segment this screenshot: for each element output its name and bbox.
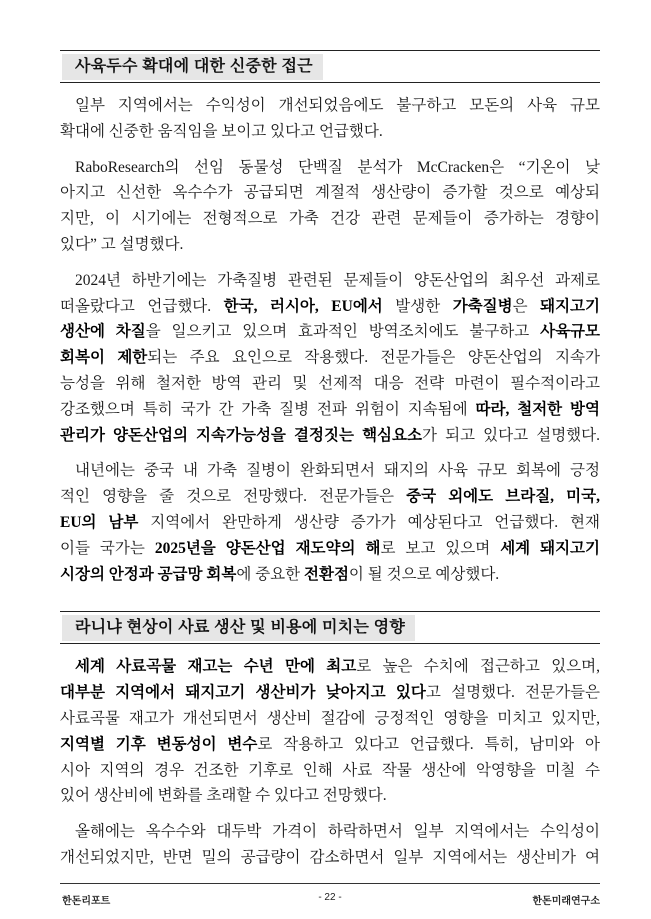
- text-line: [60, 155, 600, 181]
- text-run: 지역에서 완만하게 생산량 증가가 예상된다고 언급했다. 현재: [138, 513, 600, 531]
- emphasized-text: 따라, 철저한 방역: [475, 400, 600, 418]
- text-run: 개선되었지만, 반면 밀의 공급량이 감소하면서 일부 지역에서는 생산비가 여: [60, 848, 600, 866]
- emphasized-text: 전환점: [304, 565, 349, 583]
- section-heading-bar: [60, 611, 600, 644]
- text-line: [60, 319, 600, 345]
- emphasized-text: 중국 외에도 브라질, 미국,: [406, 488, 600, 506]
- text-run: 아지고 신선한 옥수수가 공급되면 계절적 생산량이 증가할 것으로 예상되: [60, 184, 600, 202]
- text-run: 강조했으며 특히 국가 간 가축 질병 전파 위험이 지속됨에: [60, 400, 476, 418]
- text-run: 확대에 신중한 움직임을 보이고 있다고 언급했다.: [60, 122, 383, 140]
- text-run: 로 보고 있으며: [380, 539, 501, 557]
- emphasized-text: 대부분 지역에서 돼지고기 생산비가 낮아지고 있다: [60, 684, 426, 702]
- emphasized-text: 세계 사료곡물 재고는 수년 만에 최고: [75, 658, 357, 676]
- emphasized-text: 지역별 기후 변동성이 변수: [60, 735, 258, 753]
- text-line: [60, 783, 600, 809]
- paragraph: [60, 819, 600, 871]
- paragraph: [60, 458, 600, 587]
- text-line: [60, 93, 600, 119]
- page-footer: [60, 883, 600, 910]
- text-run: 에 중요한: [236, 565, 304, 583]
- emphasized-text: 사육규모: [540, 323, 600, 341]
- text-line: [60, 206, 600, 232]
- text-line: [60, 845, 600, 871]
- text-run: 발생한: [382, 297, 453, 315]
- text-line: [60, 510, 600, 536]
- emphasized-text: 시장의 안정과 공급망 회복: [60, 565, 237, 583]
- text-run: 은: [512, 297, 541, 315]
- text-line: [60, 397, 600, 423]
- text-line: [60, 819, 600, 845]
- emphasized-text: 관리가 양돈산업의 지속가능성을 결정짓는 핵심요소: [60, 426, 422, 444]
- emphasized-text: EU의 남부: [60, 513, 139, 531]
- section-body: [60, 654, 600, 870]
- text-run: 능성을 위해 철저한 방역 관리 및 선제적 대응 전략 마련이 필수적이라고: [60, 374, 600, 392]
- text-run: RaboResearch의 선임 동물성 단백질 분석가 McCracken은 “기온이 낮: [75, 158, 600, 176]
- text-run: 2024년 하반기에는 가축질병 관련된 문제들이 양돈산업의 최우선 과제로: [75, 271, 600, 289]
- text-run: 일부 지역에서는 수익성이 개선되었음에도 불구하고 모돈의 사육 규모: [75, 97, 600, 114]
- page-content: [60, 50, 600, 871]
- text-line: [60, 758, 600, 784]
- text-line: [60, 562, 600, 588]
- text-line: [60, 423, 600, 449]
- footer-publication-name: 한돈리포트: [62, 896, 111, 907]
- text-line: [60, 232, 600, 258]
- text-line: [60, 654, 600, 680]
- text-line: [60, 345, 600, 371]
- text-run: 시아 지역의 경우 건조한 기후로 인해 사료 작물 생산에 악영향을 미칠 수: [60, 761, 600, 779]
- paragraph: [60, 654, 600, 809]
- text-run: 내년에는 중국 내 가축 질병이 완화되면서 돼지의 사육 규모 회복에 긍정: [75, 462, 600, 480]
- text-line: [60, 180, 600, 206]
- emphasized-text: 회복이 제한: [60, 349, 148, 367]
- section-heading: 라니냐 현상이 사료 생산 및 비용에 미치는 영향: [62, 615, 415, 641]
- text-line: [60, 294, 600, 320]
- text-run: 을 일으키고 있으며 효과적인 방역조치에도 불구하고: [145, 323, 541, 341]
- emphasized-text: 한국, 러시아, EU에서: [223, 297, 383, 315]
- emphasized-text: 생산에 차질: [60, 323, 146, 341]
- paragraph: [60, 155, 600, 258]
- text-run: 떠올랐다고 언급했다.: [60, 297, 224, 315]
- text-line: [60, 119, 600, 145]
- text-line: [60, 268, 600, 294]
- text-line: [60, 458, 600, 484]
- footer-organization-name: 한돈미래연구소: [532, 896, 600, 907]
- text-run: 있다” 고 설명했다.: [60, 235, 184, 253]
- paragraph: [60, 268, 600, 449]
- section-careful-herd-expansion: [60, 50, 600, 587]
- text-run: 고 설명했다. 전문가들은: [425, 684, 600, 702]
- text-line: [60, 706, 600, 732]
- text-run: 있어 생산비에 변화를 초래할 수 있다고 전망했다.: [60, 787, 387, 805]
- text-run: 올해에는 옥수수와 대두박 가격이 하락하면서 일부 지역에서는 수익성이: [75, 823, 600, 841]
- text-line: [60, 484, 600, 510]
- text-run: 로 작용하고 있다고 언급했다. 특히, 남미와 아: [257, 735, 600, 753]
- text-line: [60, 680, 600, 706]
- text-run: 지만, 이 시기에는 전형적으로 가축 건강 관련 문제들이 증가하는 경향이: [60, 210, 600, 228]
- section-heading: 사육두수 확대에 대한 신중한 접근: [62, 54, 323, 80]
- text-run: 되는 주요 요인으로 작용했다. 전문가들은 양돈산업의 지속가: [147, 349, 600, 367]
- text-run: 이들 국가는: [60, 539, 155, 557]
- section-heading-bar: [60, 50, 600, 83]
- text-line: [60, 536, 600, 562]
- text-line: [60, 371, 600, 397]
- paragraph: [60, 93, 600, 145]
- emphasized-text: 가축질병: [452, 297, 513, 315]
- text-run: 적인 영향을 줄 것으로 전망했다. 전문가들은: [60, 488, 407, 506]
- text-run: 가 되고 있다고 설명했다.: [421, 426, 600, 444]
- emphasized-text: 세계 돼지고기: [500, 539, 600, 557]
- emphasized-text: 돼지고기: [540, 297, 600, 315]
- text-run: 사료곡물 재고가 개선되면서 생산비 절감에 긍정적인 영향을 미치고 있지만,: [60, 709, 600, 727]
- emphasized-text: 2025년을 양돈산업 재도약의 해: [154, 539, 381, 557]
- text-run: 로 높은 수치에 접근하고 있으며,: [356, 658, 600, 676]
- page-number: - 22 -: [318, 892, 342, 903]
- section-la-nina-feed-impact: [60, 611, 600, 870]
- text-run: 이 될 것으로 예상했다.: [348, 565, 500, 583]
- section-body: [60, 93, 600, 587]
- text-line: [60, 732, 600, 758]
